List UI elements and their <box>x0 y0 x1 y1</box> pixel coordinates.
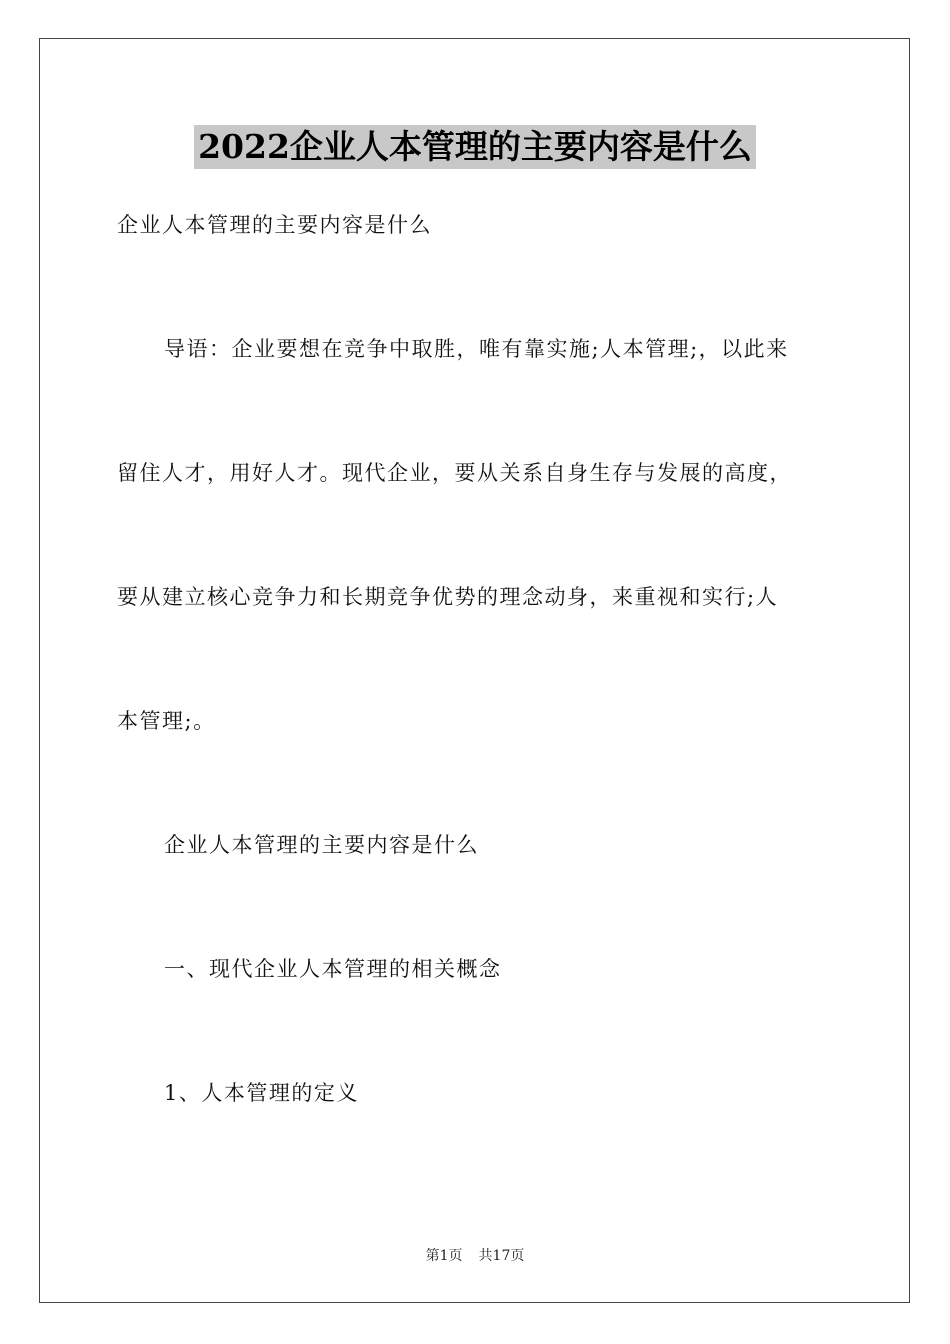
item-heading: 1、人本管理的定义 <box>164 1081 359 1105</box>
subtitle-line: 企业人本管理的主要内容是什么 <box>117 213 432 237</box>
section-heading: 企业人本管理的主要内容是什么 <box>164 833 479 857</box>
document-title <box>0 125 950 169</box>
document-title-text: 2022企业人本管理的主要内容是什么 <box>194 125 756 169</box>
subsection-heading: 一、现代企业人本管理的相关概念 <box>164 957 502 981</box>
page-number: 第1页 <box>425 1248 463 1264</box>
body-line-2: 留住人才，用好人才。现代企业，要从关系自身生存与发展的高度， <box>117 461 792 485</box>
page-total: 共17页 <box>478 1248 525 1264</box>
body-line-3: 要从建立核心竞争力和长期竞争优势的理念动身，来重视和实行;人 <box>117 585 779 609</box>
page-footer <box>0 1246 950 1266</box>
body-line-1: 导语：企业要想在竞争中取胜，唯有靠实施;人本管理;，以此来 <box>164 337 789 361</box>
body-line-4: 本管理;。 <box>117 709 216 733</box>
